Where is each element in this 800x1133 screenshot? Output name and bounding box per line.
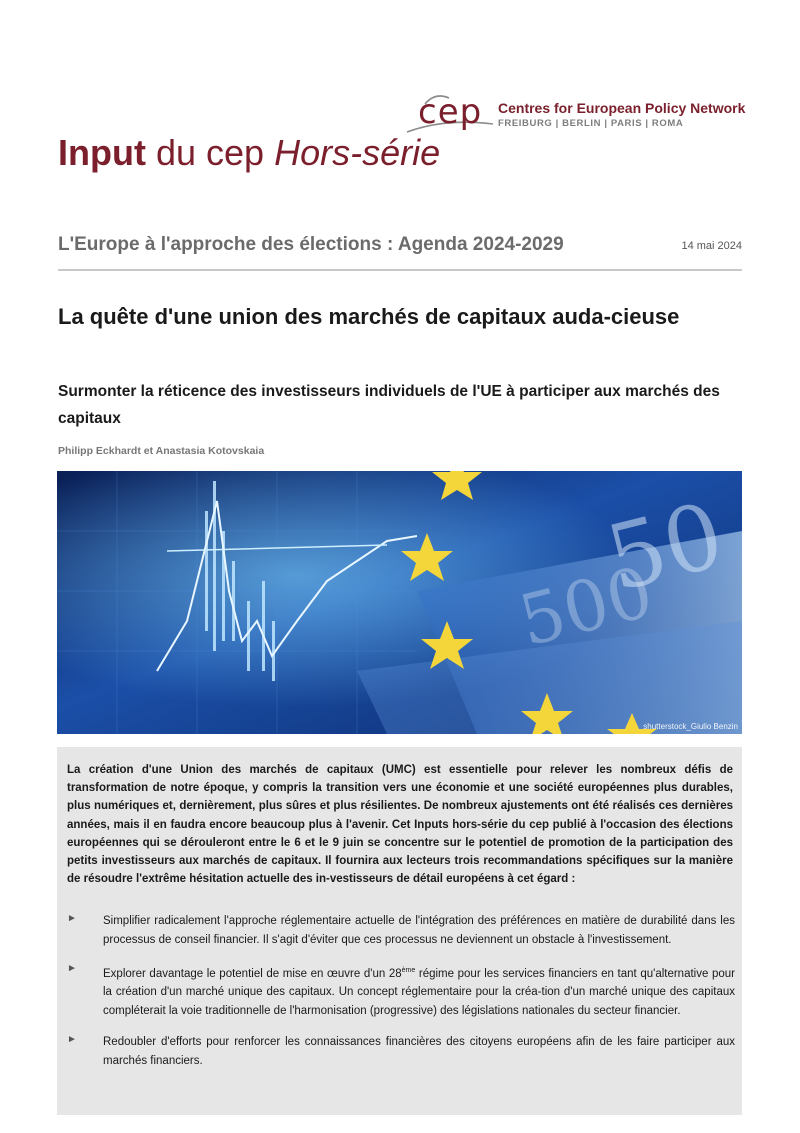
list-item: [67, 1033, 735, 1070]
summary-box: [57, 747, 742, 1115]
publication-title-middle: du cep: [155, 132, 265, 173]
network-cities: FREIBURG | BERLIN | PARIS | ROMA: [498, 118, 684, 129]
publication-title: [58, 132, 440, 174]
bullet-arrow-icon: ►: [67, 913, 77, 924]
recommendation-text: [103, 962, 735, 1020]
recommendation-text-part: Explorer davantage le potentiel de mise en œuvre d'un 28: [103, 967, 402, 980]
cep-logo[interactable]: cep: [418, 92, 483, 132]
recommendation-text: Redoubler d'efforts pour renforcer les connaissances financières des citoyens européens afin de les faire participer aux marchés financiers.: [103, 1036, 735, 1067]
recommendation-text-part: régime pour les services financiers en tant qu'alternative pour la création d'un marché unique des capitaux. Un concept réglementaire pour la créa-tion d'un marché unique des capitaux compléterait la voie traditionnelle de l'harmonisation (progressive) des législations nationales du secteur financier.: [103, 967, 735, 1017]
image-credit: shutterstock_Giulio Benzin: [643, 722, 738, 731]
article-title: La quête d'une union des marchés de capitaux auda-cieuse: [58, 304, 680, 329]
summary-intro: La création d'une Union des marchés de capitaux (UMC) est essentielle pour relever les nombreux défis de transformation de notre époque, y compris la transition vers une économie et une société européennes plus durables, plus numériques et, dernièrement, plus sûres et plus résilientes. De nombreux ajustements ont été réalisés ces dernières années, mais il en faudra encore beaucoup plus à l'avenir. Cet Inputs hors-série du cep publié à l'occasion des élections européennes qui se dérouleront entre le 6 et le 9 juin se concentre sur le potentiel de promotion de la participation des petits investisseurs aux marchés de capitaux. Il fournira aux lecteurs trois recommandations spécifiques sur la manière de résoudre l'extrême hésitation actuelle des in-vestisseurs de détail européens à cet égard :: [67, 764, 733, 886]
ordinal-superscript: ème: [401, 967, 416, 974]
publication-title-strong: Input: [58, 132, 146, 173]
bullet-arrow-icon: ►: [67, 1034, 77, 1046]
recommendation-text: Simplifier radicalement l'approche réglementaire actuelle de l'intégration des préférences en matière de durabilité dans les processus de conseil financier. Il s'agit d'éviter que ces processus ne deviennent un obstacle à l'investissement.: [103, 915, 735, 946]
publication-title-italic: Hors-série: [274, 132, 441, 173]
recommendation-list: [67, 912, 735, 1083]
series-divider: [58, 269, 742, 271]
publication-date: 14 mai 2024: [681, 240, 742, 252]
svg-text:500: 500: [511, 550, 661, 663]
list-item: [67, 912, 735, 949]
svg-text:50: 50: [596, 482, 734, 613]
hero-image: [57, 471, 742, 734]
network-name: Centres for European Policy Network: [498, 100, 746, 116]
article-authors: Philipp Eckhardt et Anastasia Kotovskaia: [58, 445, 265, 457]
series-title: L'Europe à l'approche des élections : Agenda 2024-2029: [58, 234, 564, 255]
list-item: [67, 962, 735, 1020]
article-subtitle: Surmonter la réticence des investisseurs individuels de l'UE à participer aux marchés des capitaux: [58, 383, 720, 427]
bullet-arrow-icon: ►: [67, 963, 77, 974]
